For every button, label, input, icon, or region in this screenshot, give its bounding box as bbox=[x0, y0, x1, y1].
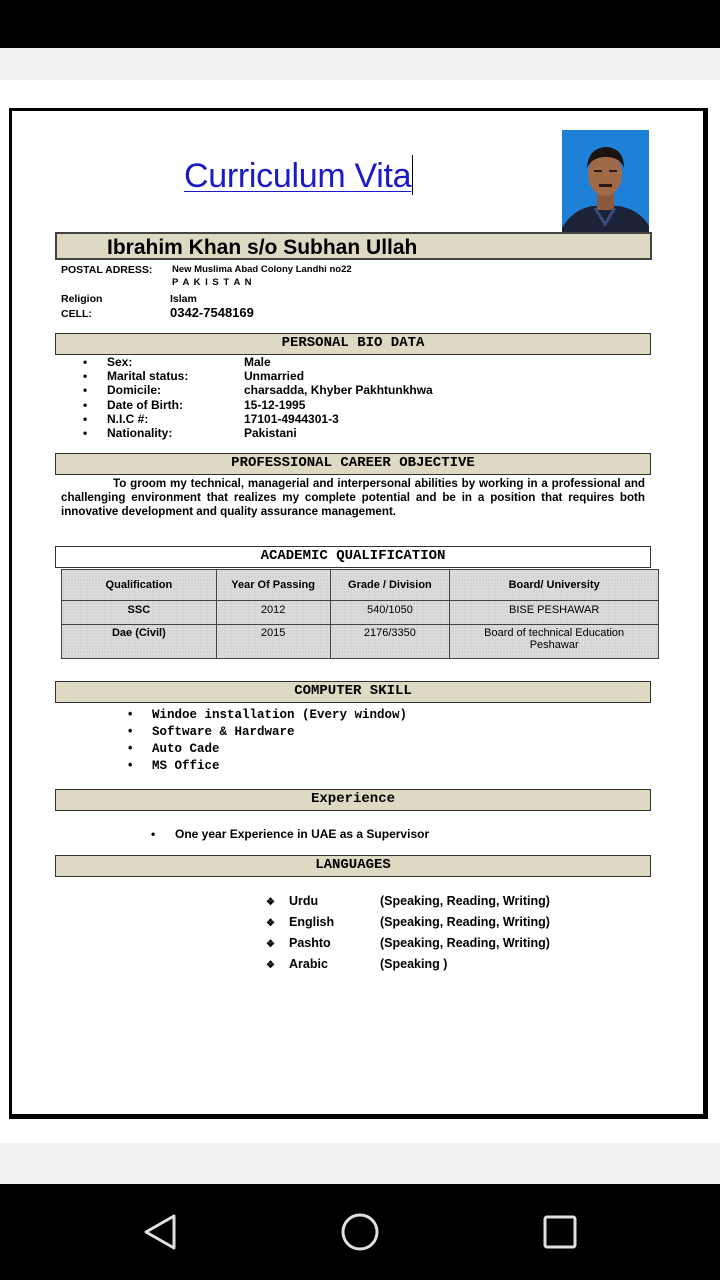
experience-item: • One year Experience in UAE as a Supervisor bbox=[151, 827, 430, 841]
col-qualification: Qualification bbox=[62, 570, 217, 601]
objective-heading: PROFESSIONAL CAREER OBJECTIVE bbox=[55, 453, 651, 475]
bio-list bbox=[83, 355, 433, 440]
back-icon bbox=[136, 1208, 184, 1256]
skills-list bbox=[128, 706, 407, 774]
cell-value: 0342-7548169 bbox=[170, 305, 254, 320]
bio-item: • Date of Birth: 15-12-1995 bbox=[83, 397, 306, 412]
table-row: SSC 2012 540/1050 BISE PESHAWAR bbox=[62, 601, 659, 625]
religion-label: Religion bbox=[61, 293, 103, 305]
list-item: • Windoe installation (Every window) bbox=[128, 707, 408, 722]
experience-heading: Experience bbox=[55, 789, 651, 811]
bio-item: • Sex: Male bbox=[83, 355, 271, 369]
name-bar bbox=[55, 232, 652, 260]
status-bar bbox=[0, 0, 720, 48]
country-value: P A K I S T A N bbox=[172, 277, 253, 288]
list-item: • Auto Cade bbox=[128, 741, 220, 756]
list-item: • Software & Hardware bbox=[128, 724, 295, 739]
bio-item: • Nationality: Pakistani bbox=[83, 425, 297, 440]
bio-item: • Marital status: Unmarried bbox=[83, 369, 305, 384]
recents-button[interactable] bbox=[536, 1208, 584, 1256]
list-item: ❖ Urdu (Speaking, Reading, Writing) bbox=[266, 894, 550, 908]
languages-list bbox=[266, 891, 550, 975]
objective-text: To groom my technical, managerial and interpersonal abilities by working in a professional and challenging environment that realizes my complete potential and be in a position that requires both innovative development and quality assurance management. bbox=[61, 477, 645, 518]
text-cursor bbox=[412, 155, 413, 195]
languages-heading: LANGUAGES bbox=[55, 855, 651, 877]
candidate-name: Ibrahim Khan s/o Subhan Ullah bbox=[107, 236, 418, 259]
bio-item: • Domicile: charsadda, Khyber Pakhtunkhwa bbox=[83, 383, 433, 398]
academic-table bbox=[61, 569, 659, 659]
home-icon bbox=[336, 1208, 384, 1256]
col-grade: Grade / Division bbox=[330, 570, 450, 601]
list-item: ❖ Pashto (Speaking, Reading, Writing) bbox=[266, 936, 550, 950]
postal-label: POSTAL ADRESS: bbox=[61, 264, 153, 276]
list-item: ❖ English (Speaking, Reading, Writing) bbox=[266, 915, 550, 929]
bio-item: • N.I.C #: 17101-4944301-3 bbox=[83, 411, 339, 426]
religion-value: Islam bbox=[170, 293, 197, 305]
col-board: Board/ University bbox=[450, 570, 659, 601]
back-button[interactable] bbox=[136, 1208, 184, 1256]
table-header-row bbox=[62, 570, 659, 601]
list-item: ❖ Arabic (Speaking ) bbox=[266, 957, 448, 971]
table-row: Dae (Civil) 2015 2176/3350 Board of technical Education Peshawar bbox=[62, 625, 659, 659]
col-year: Year Of Passing bbox=[216, 570, 330, 601]
list-item: • MS Office bbox=[128, 758, 220, 773]
home-button[interactable] bbox=[336, 1208, 384, 1256]
recents-icon bbox=[536, 1208, 584, 1256]
cell-label: CELL: bbox=[61, 308, 92, 320]
profile-photo bbox=[562, 130, 649, 242]
academic-heading: ACADEMIC QUALIFICATION bbox=[55, 546, 651, 568]
cv-title[interactable] bbox=[184, 155, 413, 196]
skills-heading: COMPUTER SKILL bbox=[55, 681, 651, 703]
postal-value: New Muslima Abad Colony Landhi no22 bbox=[172, 264, 352, 275]
navigation-bar bbox=[0, 1184, 720, 1280]
cv-title-text: Curriculum Vita bbox=[184, 157, 412, 195]
bio-heading: PERSONAL BIO DATA bbox=[55, 333, 651, 355]
